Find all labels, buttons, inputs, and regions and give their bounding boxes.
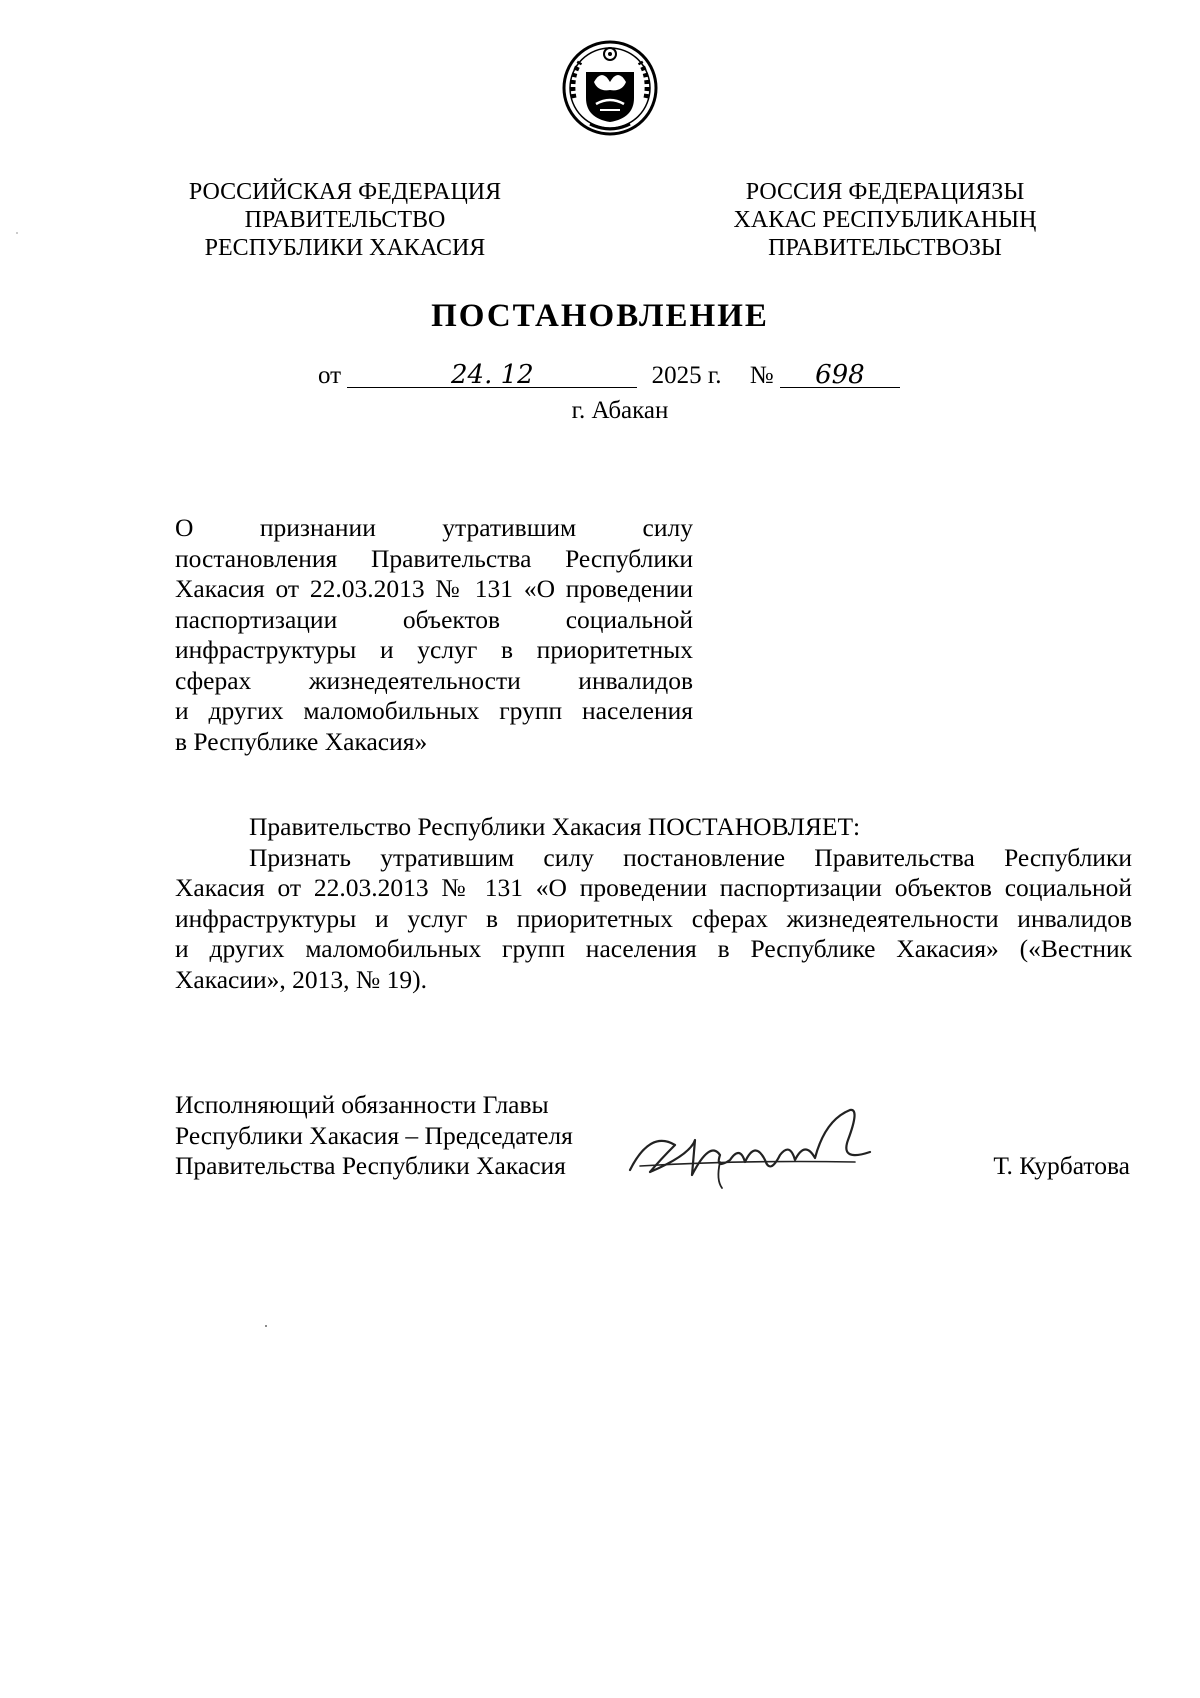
date-number-line [318,362,900,392]
subject-line: постановления Правительства Республики [175,543,693,573]
subject-line: и других маломобильных групп населения [175,696,693,725]
subject-line: Хакасия от 22.03.2013 № 131 «О проведении [175,574,693,603]
subject-line: О признании утратившим силу [175,513,693,542]
body-text [175,812,1132,995]
signatory-name: Т. Курбатова [993,1151,1130,1180]
signatory-position-line: Правительства Республики Хакасия [175,1151,566,1180]
header-left [150,178,540,262]
number-prefix: № [749,362,774,389]
body-line: Хакасии», 2013, № 19). [175,964,427,994]
scan-speck [16,232,18,234]
body-line: Признать утратившим силу постановление Правительства Республики [249,842,1132,872]
signatory-position-line: Исполняющий обязанности Главы [175,1090,549,1119]
signatory-position [175,1090,573,1182]
header-right-line: ПРАВИТЕЛЬСТВОЗЫ [768,235,1002,261]
header-left-line: РОССИЙСКАЯ ФЕДЕРАЦИЯ [188,179,502,205]
scan-speck [265,1325,267,1327]
header-left-line: ПРАВИТЕЛЬСТВО [244,207,446,233]
resolve-line: Правительство Республики Хакасия ПОСТАНОВЛЯЕТ: [249,812,861,841]
subject-line: сферах жизнедеятельности инвалидов [175,665,693,695]
year-label: 2025 г. [651,362,722,389]
city-label: г. Абакан [571,397,669,424]
signatory-position-line: Республики Хакасия – Председателя [175,1120,573,1150]
header-left-line: РЕСПУБЛИКИ ХАКАСИЯ [204,235,486,261]
body-line: и других маломобильных групп населения в Республике Хакасия» («Вестник [175,934,1132,963]
document-title: ПОСТАНОВЛЕНИЕ [431,298,769,334]
body-line: инфраструктуры и услуг в приоритетных сферах жизнедеятельности инвалидов [175,903,1132,933]
subject-line: инфраструктуры и услуг в приоритетных [175,635,693,664]
body-line: Хакасия от 22.03.2013 № 131 «О проведении паспортизации объектов социальной [175,873,1132,902]
handwritten-number: 698 [780,363,900,388]
subject-block [175,513,693,757]
handwritten-signature [620,1100,890,1195]
header-right-line: ХАКАС РЕСПУБЛИКАНЫҢ [733,207,1037,233]
header-right-line: РОССИЯ ФЕДЕРАЦИЯЗЫ [745,179,1025,205]
header-right [695,178,1075,262]
subject-line: в Республике Хакасия» [175,726,428,756]
date-prefix: от [318,362,342,389]
coat-of-arms-emblem [560,38,660,138]
handwritten-date: 24. 12 [347,363,637,388]
subject-line: паспортизации объектов социальной [175,604,693,634]
